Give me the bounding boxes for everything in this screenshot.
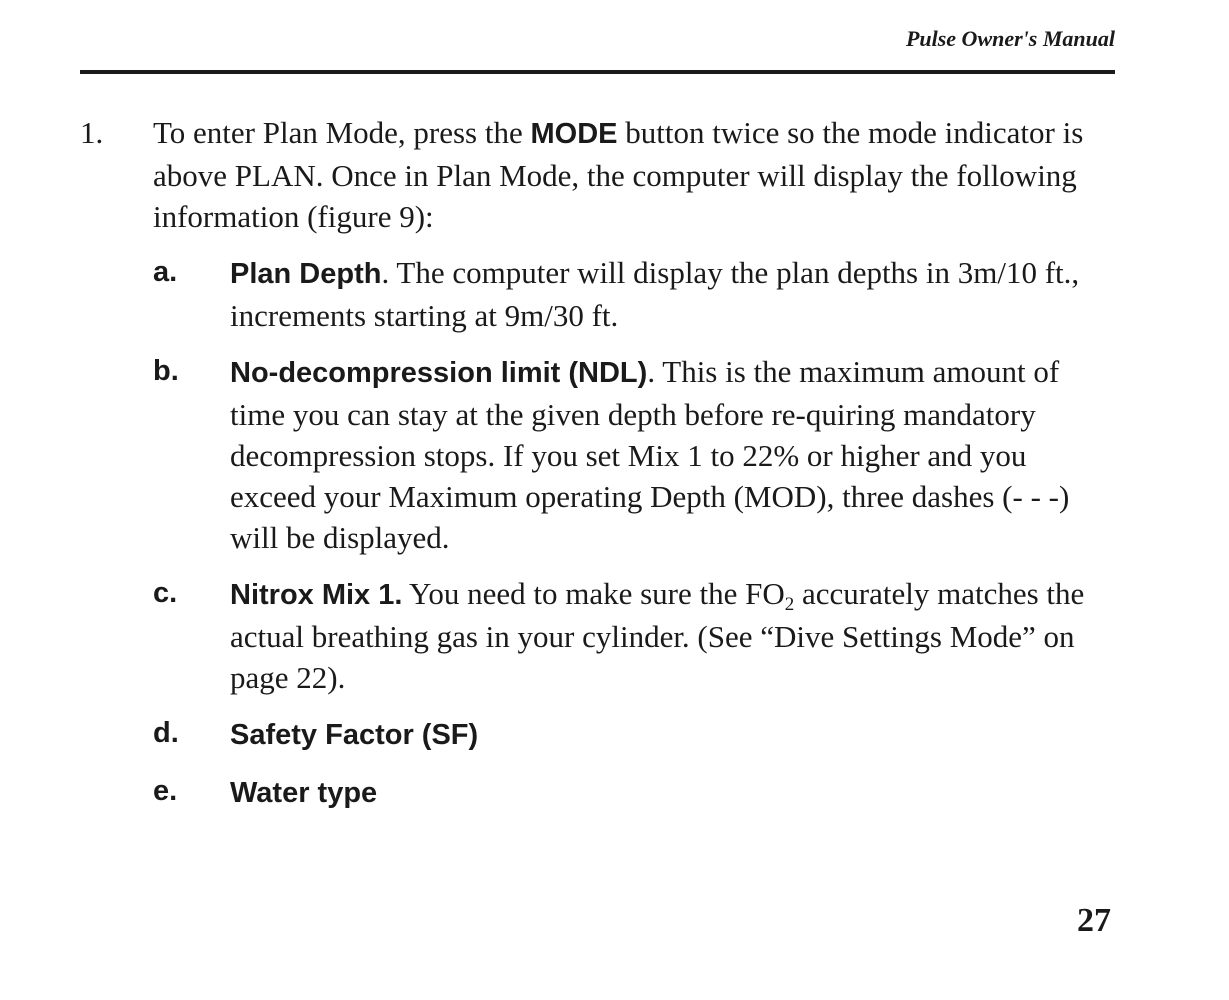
mode-button-name: MODE xyxy=(530,118,618,150)
item-term: Nitrox Mix 1. xyxy=(230,579,403,611)
item-letter: a. xyxy=(153,256,178,288)
header-divider xyxy=(80,70,1115,74)
list-item-nitrox-mix xyxy=(80,573,1120,698)
page-number: 27 xyxy=(1077,902,1111,939)
item-subscript: 2 xyxy=(784,594,795,615)
header-title: Pulse Owner's Manual xyxy=(905,26,1115,51)
item-term: No-decompression limit (NDL) xyxy=(230,357,648,389)
item-term: Plan Depth xyxy=(230,258,382,290)
list-item-ndl xyxy=(80,351,1120,558)
step-1 xyxy=(80,112,1120,237)
step-number: 1. xyxy=(80,115,104,150)
item-term: Safety Factor (SF) xyxy=(230,719,479,751)
list-item-plan-depth xyxy=(80,252,1120,336)
list-item-water-type xyxy=(80,771,1120,814)
item-letter: d. xyxy=(153,717,179,749)
item-text: . This is the maximum amount of time you can stay at the given depth before re-quiring mandatory decompression stops. If you set Mix 1 to 22% or higher and you exceed your Maximum operating Depth (MOD), three dashes (- - -) will be displayed. xyxy=(230,354,1070,555)
page-content xyxy=(80,112,1120,814)
item-text: . The computer will display the plan depths in 3m/10 ft., increments starting at 9m/30 ft. xyxy=(230,255,1080,333)
item-letter: e. xyxy=(153,775,178,807)
item-text-after: accurately matches the actual breathing gas in your cylinder. (See “Dive Settings Mode” on page 22). xyxy=(230,576,1085,695)
step-text-after: button twice so the mode indicator is above PLAN. Once in Plan Mode, the computer will display the following information (figure 9): xyxy=(153,115,1084,234)
item-text-before: You need to make sure the FO xyxy=(402,576,785,611)
item-term: Water type xyxy=(230,777,378,809)
list-item-safety-factor xyxy=(80,713,1120,756)
step-text-before: To enter Plan Mode, press the xyxy=(153,115,531,150)
item-letter: b. xyxy=(153,355,179,387)
item-letter: c. xyxy=(153,577,178,609)
